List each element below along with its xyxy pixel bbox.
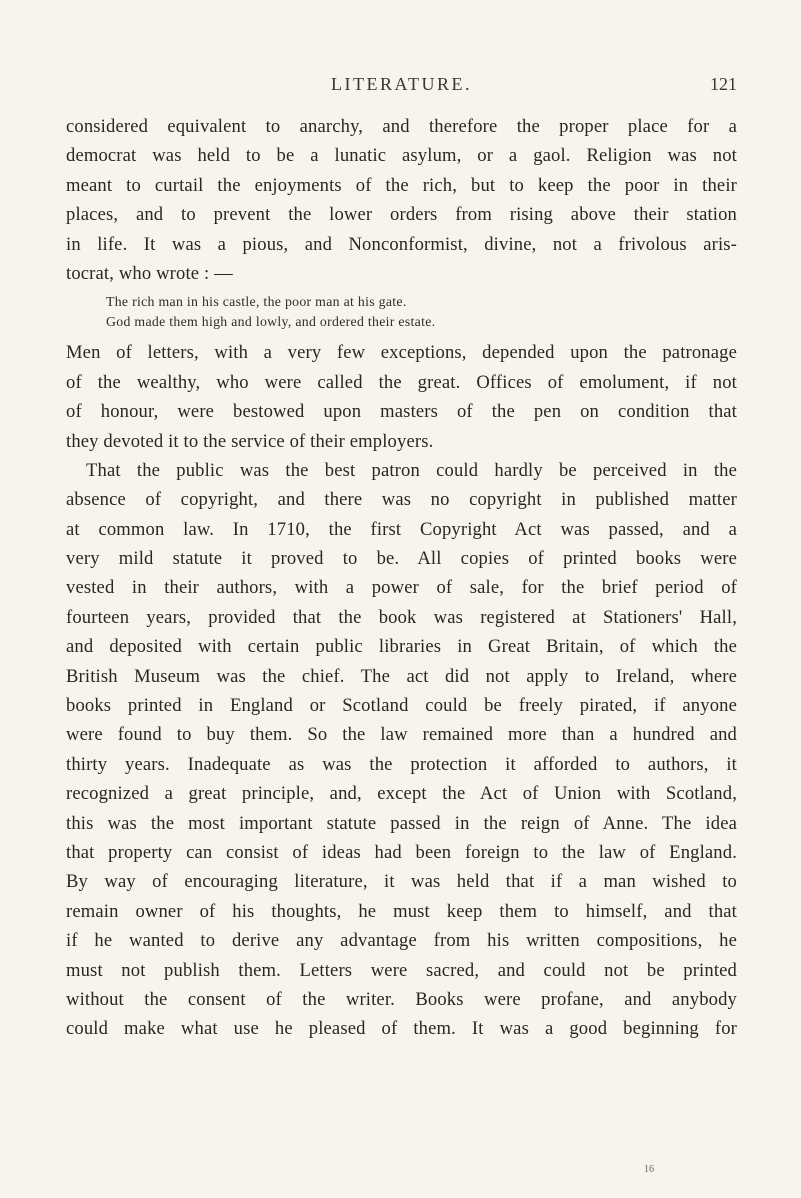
paragraph-3 xyxy=(66,456,737,1044)
page-number: 121 xyxy=(710,74,737,94)
body-text xyxy=(66,112,737,1044)
text-line: books printed in England or Scotland could be freely pirated, if anyone xyxy=(66,695,737,717)
text-line: fourteen years, provided that the book was registered at Stationers' Hall, xyxy=(66,606,737,628)
text-line: British Museum was the chief. The act did not apply to Ireland, where xyxy=(66,665,737,687)
text-line: democrat was held to be a lunatic asylum, or a gaol. Religion was not xyxy=(66,145,737,167)
text-line: thirty years. Inadequate as was the protection it afforded to authors, it xyxy=(66,753,737,775)
text-line: very mild statute it proved to be. All copies of printed books were xyxy=(66,548,737,570)
text-line: meant to curtail the enjoyments of the rich, but to keep the poor in their xyxy=(66,174,737,196)
text-line: that property can consist of ideas had been foreign to the law of England. xyxy=(66,841,737,863)
text-line: without the consent of the writer. Books were profane, and anybody xyxy=(66,988,737,1010)
text-line: at common law. In 1710, the first Copyright Act was passed, and a xyxy=(66,518,737,540)
verse-line: The rich man in his castle, the poor man at his gate. xyxy=(106,294,407,310)
text-line: recognized a great principle, and, except the Act of Union with Scotland, xyxy=(66,783,737,805)
text-line: considered equivalent to anarchy, and therefore the proper place for a xyxy=(66,116,737,137)
paragraph-1 xyxy=(66,112,737,288)
text-line: tocrat, who wrote : — xyxy=(66,262,233,284)
signature-mark: 16 xyxy=(644,1164,654,1175)
text-line: absence of copyright, and there was no copyright in published matter xyxy=(66,489,737,511)
text-line: That the public was the best patron could hardly be perceived in the xyxy=(86,459,737,481)
text-line: this was the most important statute passed in the reign of Anne. The idea xyxy=(66,812,737,834)
text-line: of honour, were bestowed upon masters of the pen on condition that xyxy=(66,401,737,423)
text-line: of the wealthy, who were called the great. Offices of emolument, if not xyxy=(66,371,737,393)
text-line: if he wanted to derive any advantage from his written compositions, he xyxy=(66,930,737,952)
text-line: and deposited with certain public libraries in Great Britain, of which the xyxy=(66,636,737,658)
text-line: Men of letters, with a very few exceptions, depended upon the patronage xyxy=(66,342,737,364)
text-line: in life. It was a pious, and Nonconformist, divine, not a frivolous aris- xyxy=(66,233,737,255)
text-line: could make what use he pleased of them. It was a good beginning for xyxy=(66,1018,737,1040)
paragraph-2 xyxy=(66,338,737,456)
text-line: vested in their authors, with a power of sale, for the brief period of xyxy=(66,577,737,599)
text-line: must not publish them. Letters were sacred, and could not be printed xyxy=(66,959,737,981)
text-line: remain owner of his thoughts, he must keep them to himself, and that xyxy=(66,900,737,922)
verse-line: God made them high and lowly, and ordered their estate. xyxy=(106,314,436,330)
verse-quotation xyxy=(66,292,737,332)
text-line: were found to buy them. So the law remained more than a hundred and xyxy=(66,724,737,746)
running-head xyxy=(66,74,737,98)
text-line: they devoted it to the service of their employers. xyxy=(66,430,434,452)
text-line: places, and to prevent the lower orders from rising above their station xyxy=(66,204,737,226)
text-line: By way of encouraging literature, it was held that if a man wished to xyxy=(66,871,737,893)
running-head-title: LITERATURE. xyxy=(331,74,472,94)
